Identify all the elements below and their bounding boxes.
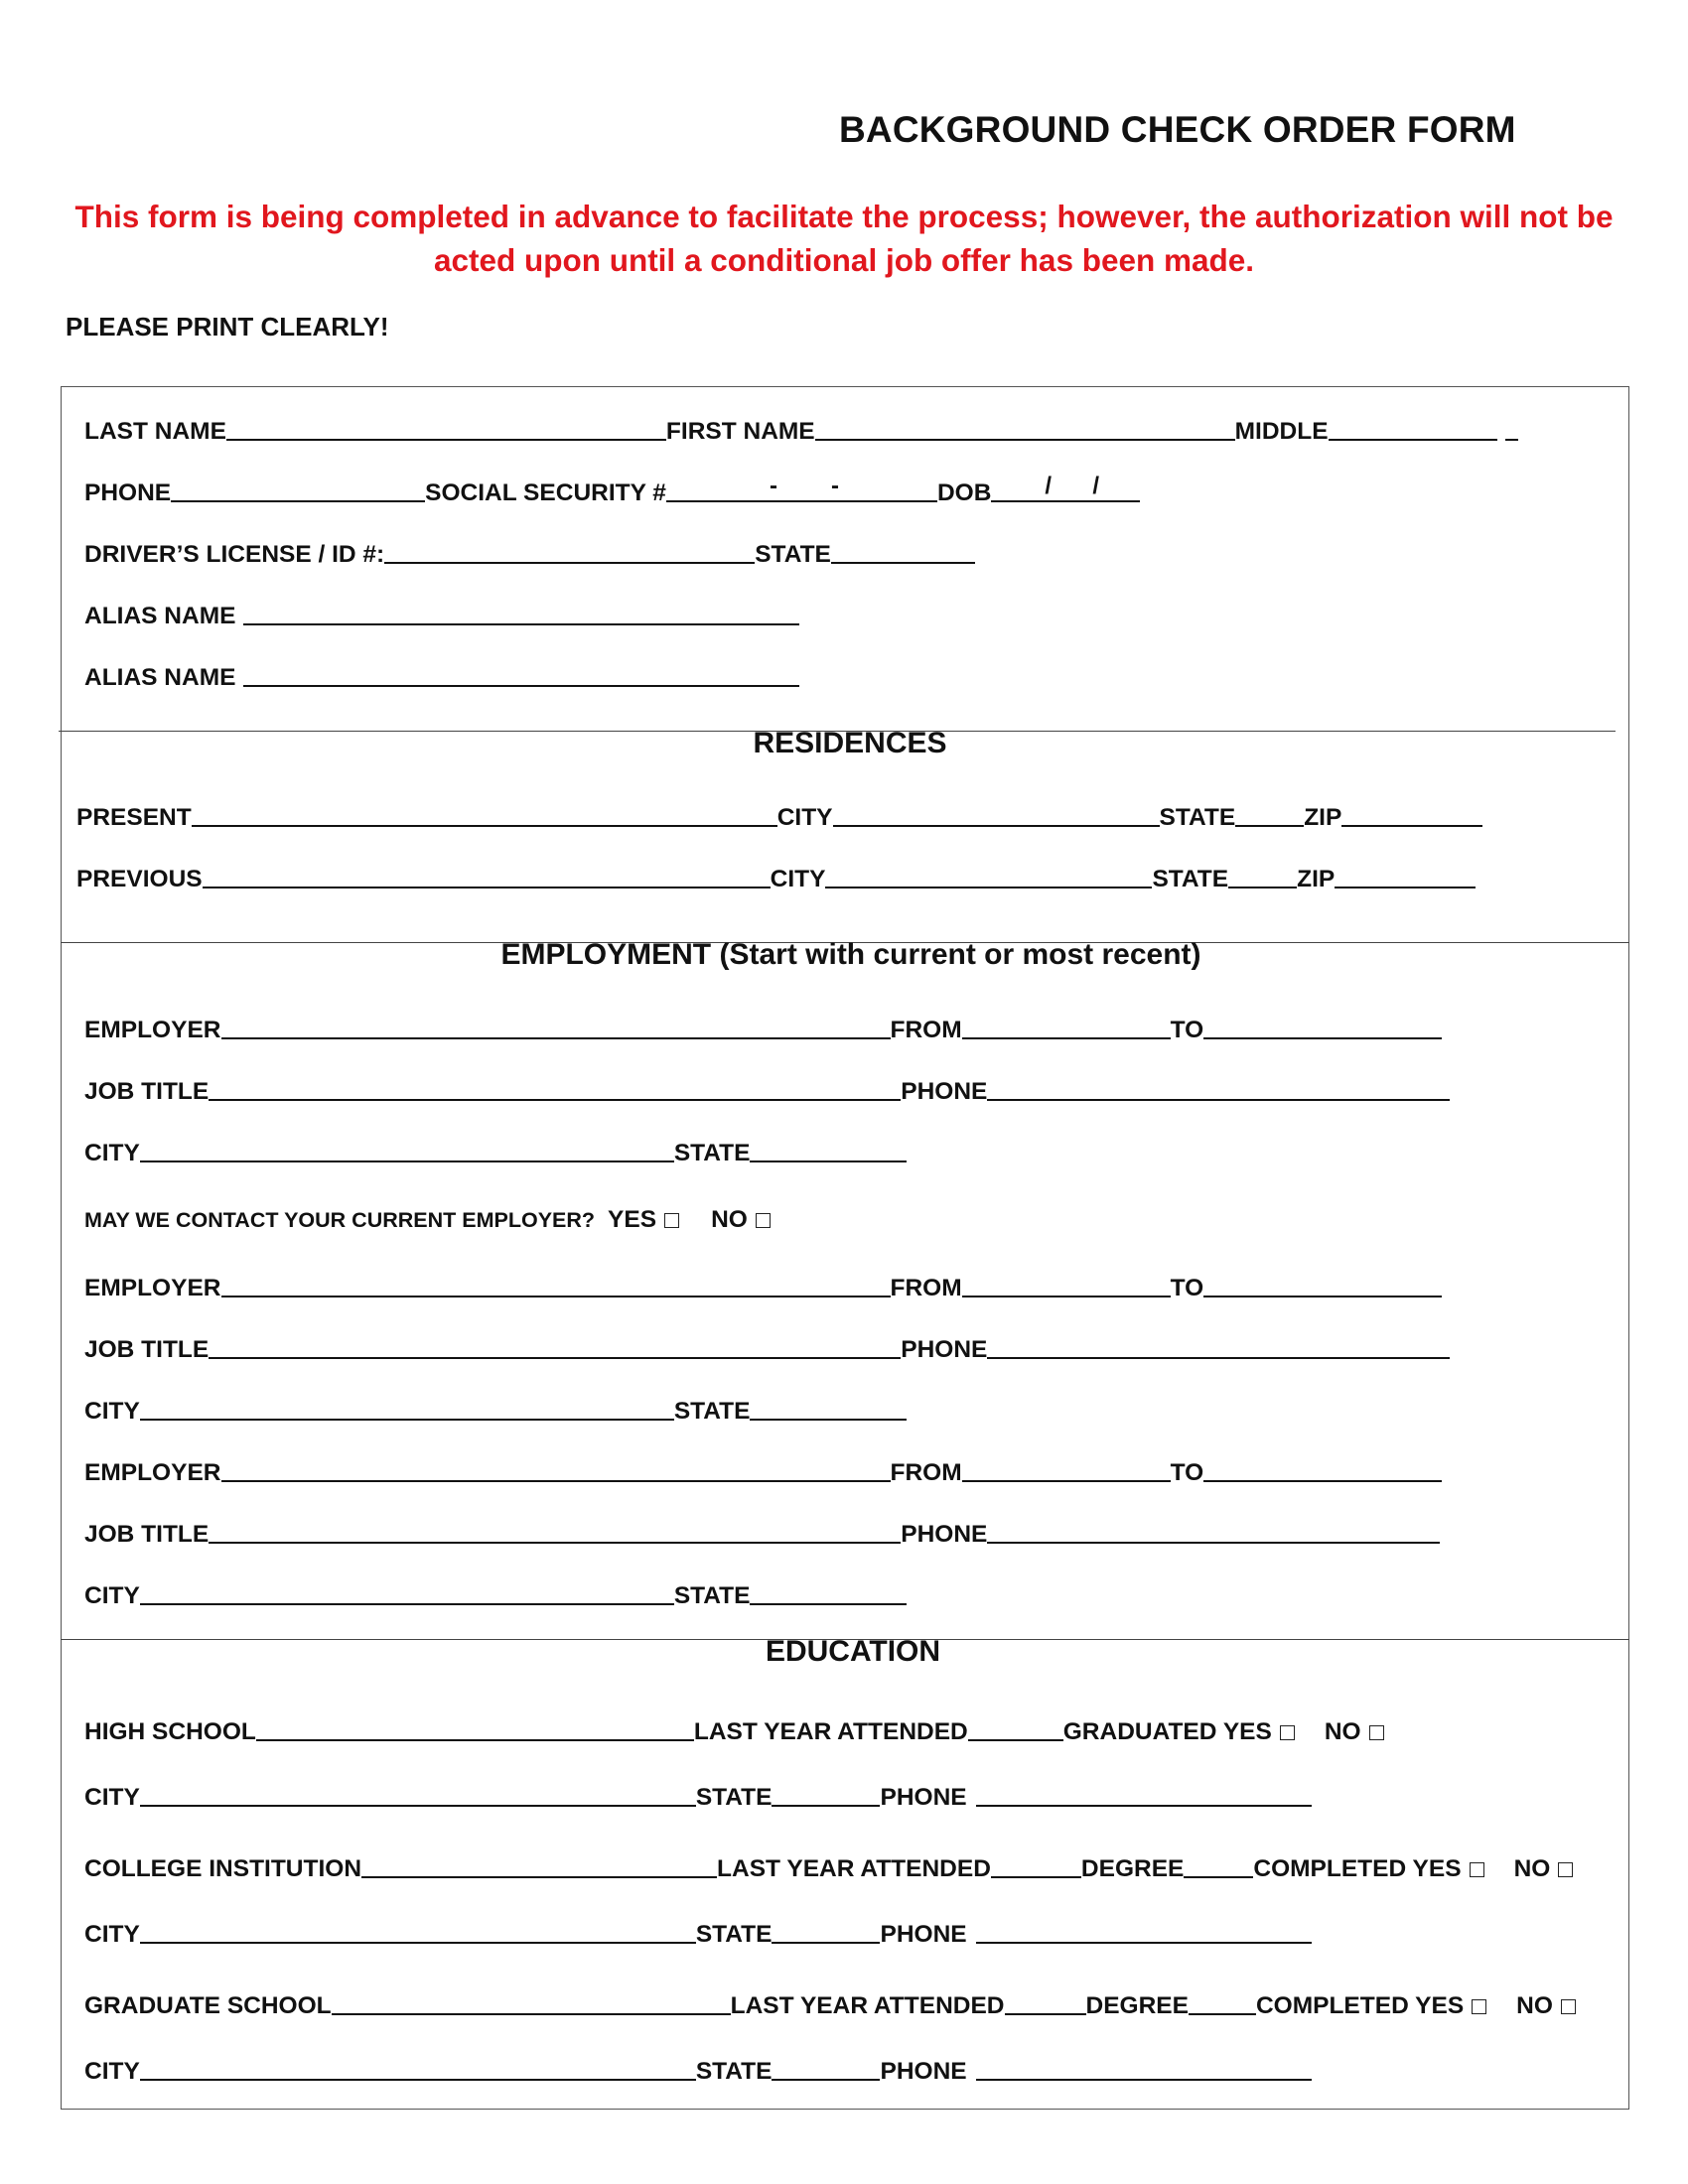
employer-phone-field[interactable] xyxy=(987,1098,1450,1101)
degree-label: DEGREE xyxy=(1085,1992,1189,2019)
grad-city-row xyxy=(84,2051,1312,2085)
last-name-field[interactable] xyxy=(226,438,666,441)
grad-completed-no-checkbox[interactable] xyxy=(1561,1999,1576,2014)
last-year-attended-label: LAST YEAR ATTENDED xyxy=(717,1855,991,1882)
dl-state-field[interactable] xyxy=(831,561,975,564)
hs-phone-field[interactable] xyxy=(976,1804,1312,1807)
phone-field[interactable] xyxy=(171,499,425,502)
degree-label: DEGREE xyxy=(1080,1855,1185,1882)
employer-phone-label: PHONE xyxy=(901,1521,988,1548)
grad-completed-yes-checkbox[interactable] xyxy=(1472,1999,1486,2014)
graduated-no-label: NO xyxy=(1324,1718,1361,1745)
city-label: CITY xyxy=(84,1582,140,1609)
present-zip-field[interactable] xyxy=(1341,824,1482,827)
graduate-school-field[interactable] xyxy=(332,2012,731,2015)
employer-field[interactable] xyxy=(221,1479,891,1482)
employment-heading-note: (Start with current or most recent) xyxy=(719,938,1201,971)
from-field[interactable] xyxy=(962,1036,1171,1039)
employer-city-field[interactable] xyxy=(140,1418,674,1421)
first-name-field[interactable] xyxy=(815,438,1235,441)
grad-city-field[interactable] xyxy=(140,2078,696,2081)
state-label: STATE xyxy=(1152,866,1229,892)
zip-label: ZIP xyxy=(1297,866,1336,892)
employer-state-field[interactable] xyxy=(750,1160,907,1162)
hs-city-row xyxy=(84,1777,1312,1811)
form-title: BACKGROUND CHECK ORDER FORM xyxy=(839,109,1516,150)
last-year-attended-label: LAST YEAR ATTENDED xyxy=(730,1992,1005,2019)
college-state-field[interactable] xyxy=(772,1941,880,1944)
job-title-label: JOB TITLE xyxy=(84,1078,210,1105)
college-label: COLLEGE INSTITUTION xyxy=(84,1855,362,1882)
state-label: STATE xyxy=(1159,804,1236,831)
present-state-field[interactable] xyxy=(1235,824,1304,827)
to-label: TO xyxy=(1170,1459,1204,1486)
job-title-field[interactable] xyxy=(209,1098,901,1101)
zip-label: ZIP xyxy=(1304,804,1342,831)
employer-city-row xyxy=(84,1133,907,1166)
print-clearly-instruction: PLEASE PRINT CLEARLY! xyxy=(66,312,389,341)
college-city-field[interactable] xyxy=(140,1941,696,1944)
from-label: FROM xyxy=(890,1275,962,1301)
completed-yes-label: COMPLETED YES xyxy=(1253,1855,1462,1882)
grad-last-year-field[interactable] xyxy=(1005,2012,1086,2015)
contact-question: MAY WE CONTACT YOUR CURRENT EMPLOYER? xyxy=(84,1208,596,1232)
alias-name-field[interactable] xyxy=(243,622,799,625)
college-phone-field[interactable] xyxy=(976,1941,1312,1944)
state-label: STATE xyxy=(695,2058,773,2085)
from-field[interactable] xyxy=(962,1479,1171,1482)
previous-zip-field[interactable] xyxy=(1335,886,1476,888)
middle-field[interactable] xyxy=(1329,438,1497,441)
present-residence-row xyxy=(76,797,1482,831)
middle-suffix-line xyxy=(1505,438,1518,441)
employer-phone-field[interactable] xyxy=(987,1541,1440,1544)
previous-state-field[interactable] xyxy=(1228,886,1297,888)
residences-heading: RESIDENCES xyxy=(753,727,947,759)
hs-state-field[interactable] xyxy=(772,1804,880,1807)
drivers-license-field[interactable] xyxy=(384,561,755,564)
grad-state-field[interactable] xyxy=(772,2078,880,2081)
previous-city-field[interactable] xyxy=(825,886,1152,888)
phone-label: PHONE xyxy=(84,479,172,506)
first-name-label: FIRST NAME xyxy=(665,418,815,445)
phone-label: PHONE xyxy=(880,1921,967,1948)
job-title-row xyxy=(84,1329,1450,1363)
from-label: FROM xyxy=(890,1017,962,1043)
college-completed-yes-checkbox[interactable] xyxy=(1470,1862,1484,1877)
employer-label: EMPLOYER xyxy=(84,1017,221,1043)
contact-no-label: NO xyxy=(711,1206,748,1233)
high-school-row xyxy=(84,1711,1388,1745)
employer-city-field[interactable] xyxy=(140,1160,674,1162)
graduated-yes-checkbox[interactable] xyxy=(1280,1725,1295,1740)
job-title-row xyxy=(84,1071,1450,1105)
high-school-field[interactable] xyxy=(256,1738,694,1741)
city-label: CITY xyxy=(770,866,826,892)
from-field[interactable] xyxy=(962,1295,1171,1297)
graduate-school-label: GRADUATE SCHOOL xyxy=(84,1992,332,2019)
contact-no-checkbox[interactable] xyxy=(756,1213,771,1228)
employer-row xyxy=(84,1010,1442,1043)
employer-city-field[interactable] xyxy=(140,1602,674,1605)
city-label: CITY xyxy=(84,1140,140,1166)
graduated-yes-label: GRADUATED YES xyxy=(1062,1718,1272,1745)
employer-state-field[interactable] xyxy=(750,1418,907,1421)
phone-label: PHONE xyxy=(880,1784,967,1811)
authorization-notice: This form is being completed in advance to facilitate the process; however, the authorization will not be acted upon until a conditional job offer has been made. xyxy=(74,199,1614,278)
alias-row xyxy=(84,657,799,691)
phone-label: PHONE xyxy=(880,2058,967,2085)
city-label: CITY xyxy=(84,1784,140,1811)
employment-heading: EMPLOYMENT xyxy=(500,938,712,971)
to-label: TO xyxy=(1170,1017,1204,1043)
grad-degree-field[interactable] xyxy=(1189,2012,1256,2015)
alias-name-label: ALIAS NAME xyxy=(84,664,236,691)
employer-label: EMPLOYER xyxy=(84,1459,221,1486)
dl-state-label: STATE xyxy=(755,541,831,568)
high-school-label: HIGH SCHOOL xyxy=(84,1718,256,1745)
employer-phone-field[interactable] xyxy=(987,1356,1450,1359)
last-name-label: LAST NAME xyxy=(84,418,226,445)
education-heading: EDUCATION xyxy=(765,1635,941,1668)
middle-label: MIDDLE xyxy=(1234,418,1329,445)
contact-yes-label: YES xyxy=(608,1206,657,1233)
hs-last-year-field[interactable] xyxy=(968,1738,1063,1741)
state-label: STATE xyxy=(695,1784,773,1811)
state-label: STATE xyxy=(673,1582,751,1609)
ssn-separator: - xyxy=(769,473,777,499)
job-title-field[interactable] xyxy=(209,1356,901,1359)
present-address-field[interactable] xyxy=(192,824,777,827)
drivers-license-label: DRIVER’S LICENSE / ID #: xyxy=(84,541,385,568)
college-city-row xyxy=(84,1914,1312,1948)
contact-employer-row xyxy=(84,1199,774,1233)
college-last-year-field[interactable] xyxy=(991,1875,1081,1878)
phone-ssn-dob-row xyxy=(84,473,1140,506)
dob-field[interactable] xyxy=(991,473,1140,502)
employer-label: EMPLOYER xyxy=(84,1275,221,1301)
completed-yes-label: COMPLETED YES xyxy=(1255,1992,1465,2019)
name-row xyxy=(84,411,1518,445)
employer-row xyxy=(84,1452,1442,1486)
previous-address-field[interactable] xyxy=(203,886,771,888)
city-label: CITY xyxy=(84,2058,140,2085)
employer-city-row xyxy=(84,1391,907,1425)
dob-label: DOB xyxy=(936,479,992,506)
previous-label: PREVIOUS xyxy=(76,866,203,892)
job-title-label: JOB TITLE xyxy=(84,1336,210,1363)
job-title-field[interactable] xyxy=(209,1541,901,1544)
college-row xyxy=(84,1848,1577,1882)
completed-no-label: NO xyxy=(1516,1992,1553,2019)
to-label: TO xyxy=(1170,1275,1204,1301)
city-label: CITY xyxy=(776,804,833,831)
city-label: CITY xyxy=(84,1398,140,1425)
college-degree-field[interactable] xyxy=(1184,1875,1253,1878)
employment-heading-wrap xyxy=(61,938,1629,972)
dob-separator: / xyxy=(1092,473,1100,499)
state-label: STATE xyxy=(673,1140,751,1166)
contact-yes-checkbox[interactable] xyxy=(664,1213,679,1228)
employer-phone-label: PHONE xyxy=(901,1078,988,1105)
ssn-label: SOCIAL SECURITY # xyxy=(425,479,666,506)
college-field[interactable] xyxy=(361,1875,717,1878)
state-label: STATE xyxy=(673,1398,751,1425)
to-field[interactable] xyxy=(1203,1295,1442,1297)
employer-field[interactable] xyxy=(221,1295,891,1297)
alias-name-label: ALIAS NAME xyxy=(84,603,236,629)
drivers-license-row xyxy=(84,534,975,568)
to-field[interactable] xyxy=(1203,1036,1442,1039)
employer-row xyxy=(84,1268,1442,1301)
state-label: STATE xyxy=(695,1921,773,1948)
present-city-field[interactable] xyxy=(833,824,1160,827)
college-completed-no-checkbox[interactable] xyxy=(1558,1862,1573,1877)
alias-row xyxy=(84,596,799,629)
ssn-field[interactable] xyxy=(666,473,937,502)
job-title-label: JOB TITLE xyxy=(84,1521,210,1548)
employer-city-row xyxy=(84,1575,907,1609)
city-label: CITY xyxy=(84,1921,140,1948)
previous-residence-row xyxy=(76,859,1476,892)
ssn-separator: - xyxy=(830,473,839,499)
employer-phone-label: PHONE xyxy=(901,1336,988,1363)
to-field[interactable] xyxy=(1203,1479,1442,1482)
completed-no-label: NO xyxy=(1513,1855,1551,1882)
present-label: PRESENT xyxy=(76,804,192,831)
alias-name-field[interactable] xyxy=(243,684,799,687)
grad-phone-field[interactable] xyxy=(976,2078,1312,2081)
graduate-school-row xyxy=(84,1985,1580,2019)
from-label: FROM xyxy=(890,1459,962,1486)
hs-city-field[interactable] xyxy=(140,1804,696,1807)
employer-field[interactable] xyxy=(221,1036,891,1039)
job-title-row xyxy=(84,1514,1440,1548)
last-year-attended-label: LAST YEAR ATTENDED xyxy=(693,1718,968,1745)
employer-state-field[interactable] xyxy=(750,1602,907,1605)
dob-separator: / xyxy=(1045,473,1053,499)
graduated-no-checkbox[interactable] xyxy=(1369,1725,1384,1740)
